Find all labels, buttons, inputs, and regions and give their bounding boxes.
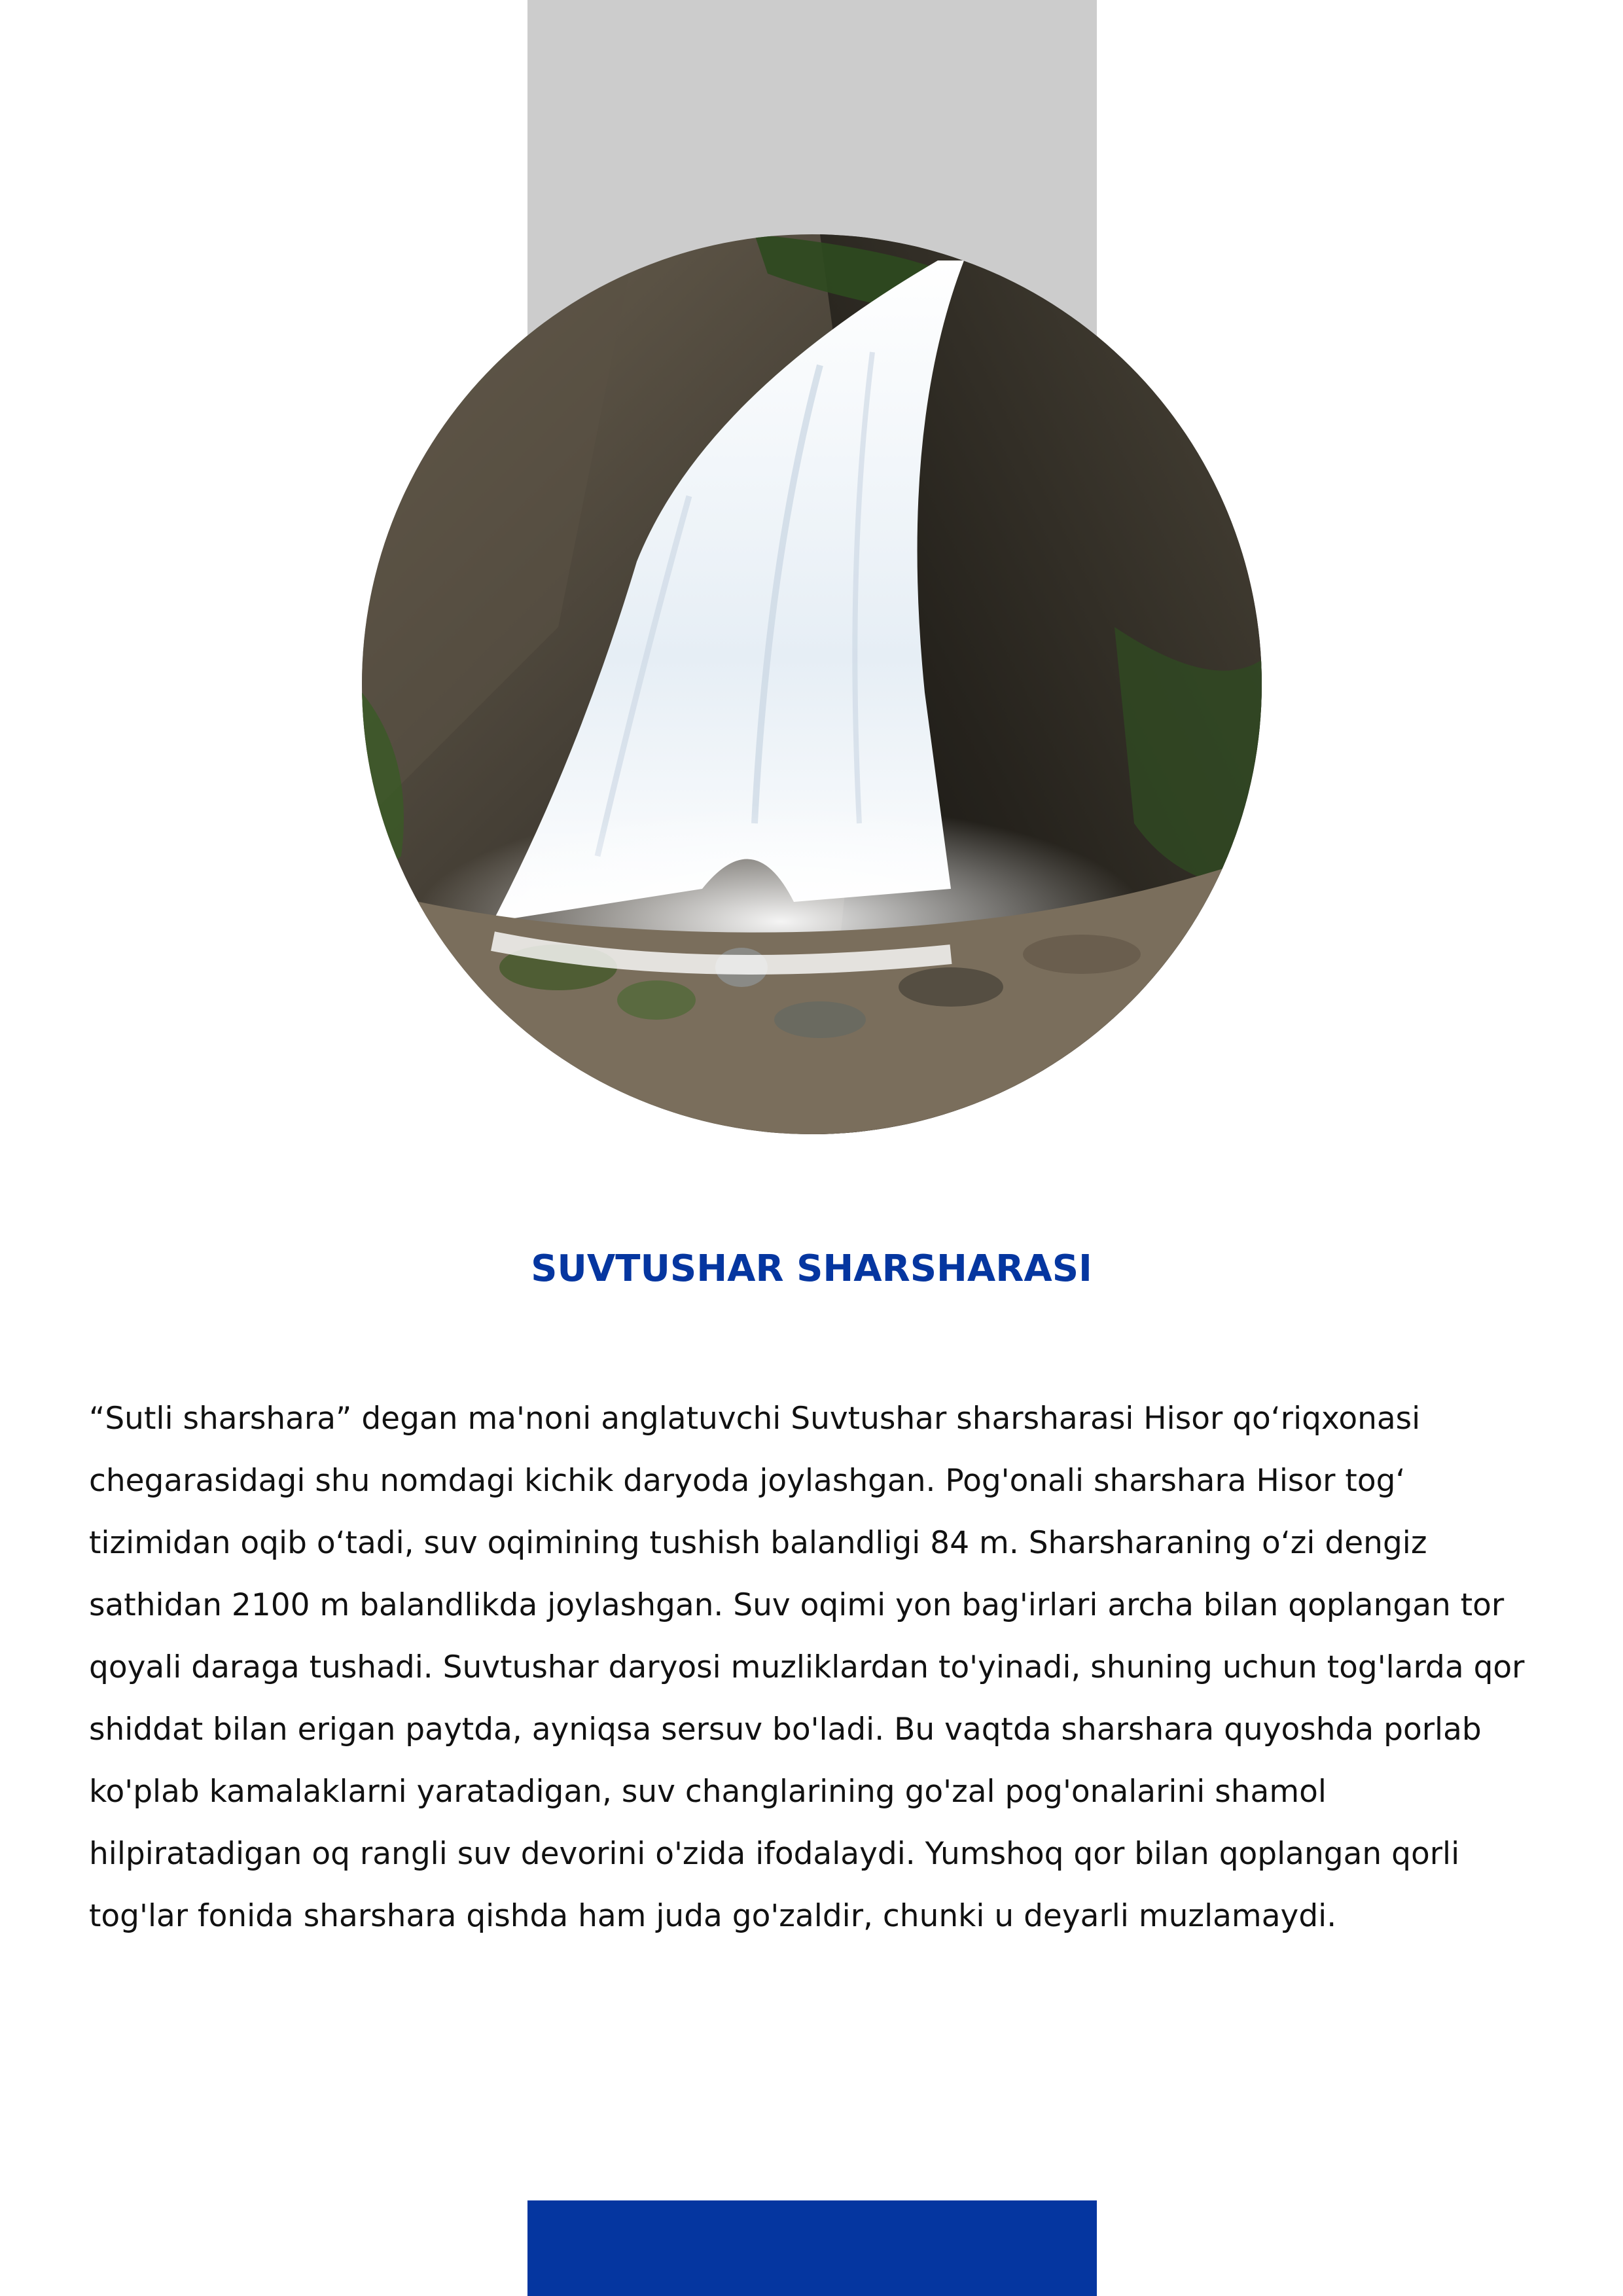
body-paragraph: “Sutli sharshara” degan ma'noni anglatuvchi Suvtushar sharsharasi Hisor qoʻriqxonasi chegarasidagi shu nomdagi kichik daryoda joylashgan. Pog'onali sharshara Hisor togʻ tizimidan oqib oʻtadi, suv oqimining tushish balandligi 84 m. Sharsharaning oʻzi dengiz sathidan 2100 m balandlikda joylashgan. Suv oqimi yon bag'irlari archa bilan qoplangan tor qoyali daraga tushadi. Suvtushar daryosi muzliklardan to'yinadi, shuning uchun tog'larda qor shiddat bilan erigan paytda, ayniqsa sersuv bo'ladi. Bu vaqtda sharshara quyoshda porlab ko'plab kamalaklarni yaratadigan, suv changlarining go'zal pog'onalarini shamol hilpiratadigan oq rangli suv devorini o'zida ifodalaydi. Yumshoq qor bilan qoplangan qorli tog'lar fonida sharshara qishda ham juda go'zaldir, chunki u deyarli muzlamaydi. xyxy=(89,1401,1525,1934)
page-title xyxy=(0,1247,1623,1290)
title-text: SUVTUSHAR SHARSHARASI xyxy=(531,1247,1092,1290)
waterfall-photo xyxy=(362,234,1262,1134)
bottom-decor-bar xyxy=(527,2200,1097,2296)
